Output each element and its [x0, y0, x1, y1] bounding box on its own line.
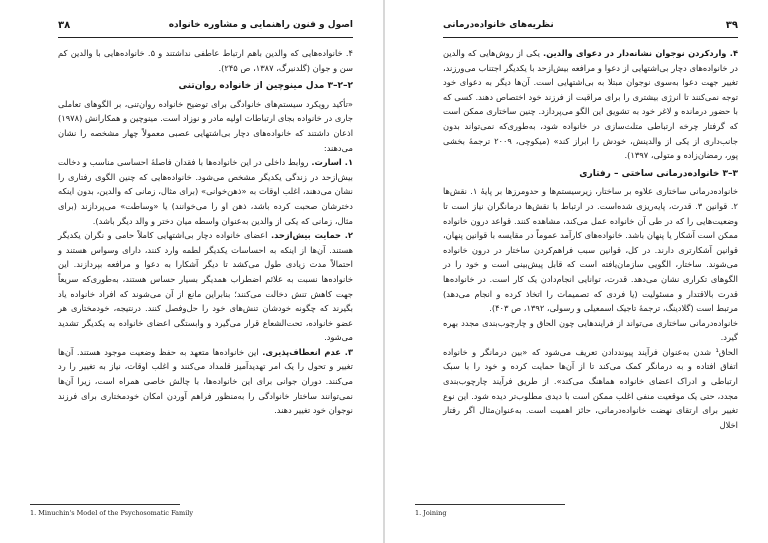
list-item-title: ۲. حمایت بیش‌ازحد. — [270, 230, 353, 241]
right-page — [385, 0, 768, 543]
left-page-body — [58, 46, 353, 418]
right-footnote-rule — [415, 504, 565, 505]
paragraph-joining: الحاق¹ شدن به‌عنوان فرآیند پیونددادن تعریف می‌شود که «بین درمانگر و خانواده اتفاق افتاده و به درمانگر کمک می‌کند تا از آن‌ها حمایت کرده و خود را با سبک ارتباطی و ادراک اعضای خانواده هماهنگ می‌کند». از طریق فرآیند چارچوب‌بندی مجدد، حتی یک موقعیت منفی اغلب ممکن است با دیدی مطلوب‌تر دیده شود. این نوع تغییر برای ارتقای نهضت خانواده‌درمانی، حائز اهمیت است. به‌عنوان‌مثال اگر رفتار اخلال — [443, 346, 738, 430]
paragraph-techniques: خانواده‌درمانی ساختاری می‌تواند از فرایندهایی چون الحاق و چارچوب‌بندی مجدد بهره گیرد. — [443, 317, 738, 343]
list-item-title: ۳. عدم انعطاف‌پذیری. — [262, 346, 353, 357]
list-item-rigidity — [58, 345, 353, 418]
list-item-text: اعضای خانواده دچار بی‌اشتهایی کاملاً حامی و نگران یکدیگر هستند. آن‌ها از اینکه به احساسات یکدیگر لطمه وارد کنند، دارای وسواس هستند و احتمالاً مدت زیادی طول می‌کشد تا دیگر آشکارا به دعوا و مرافعه بپردازند. این خانواده‌ها نسبت به علائم اضطراب همدیگر بسیار حساس هستند، به‌طوری‌که سریعاً جهت کاهش تنش دخالت می‌کنند؛ بنابراین مانع از آن می‌شوند که افراد خانواده یاد بگیرند که چگونه خودشان تنش‌های خود را حل‌وفصل کنند. درنتیجه، خودمختاری هر عضو خانواده، تحت‌الشعاع قرار می‌گیرد و وابستگی اعضای خانواده به یکدیگر تشدید می‌شود. — [58, 230, 353, 343]
list-item-text: یکی از روش‌هایی که والدین در خانواده‌های دچار بی‌اشتهایی از دعوا و مرافعه بیش‌ازحد با یکدیگر اجتناب می‌ورزند، تغییر جهت دعوا به‌سوی نوجوان مبتلا به بی‌اشتهایی است. آن‌ها دیگر به دعوای خود توجه نمی‌کنند تا انرژی بیشتری را برای مراقبت از فرزند خود اختصاص دهند. کسی که با حضور درمانده و لاغر خود به تشویق این الگو می‌پردازد. چنین ساختاری ممکن است که گرفتار چرخه ارتباطی متلث‌سازی در خانواده شود، به‌طوری‌که نمی‌تواند بدون جانب‌داری از یکی از والدینش، خودش را ابراز کند» (میکوچی، ۲۰۰۹ ترجمهٔ بخشی پور، رمضان‌زاده و متولی، ۱۳۹۷). — [443, 48, 738, 161]
left-page — [0, 0, 383, 543]
right-page-number: ۳۹ — [725, 20, 738, 31]
left-page-header — [58, 20, 353, 36]
list-item-title: ۱. اسارت. — [311, 157, 354, 168]
list-item-text: این خانواده‌ها متعهد به حفظ وضعیت موجود هستند. آن‌ها تغییر و تحول را یک امر تهدیدآمیز قلمداد می‌کنند و اغلب اوقات، نیاز به تغییر را رد می‌کنند. دوران جوانی برای این خانواده‌ها، با چالش خاصی همراه است، زیرا آن‌ها نمی‌توانند ساختار خانوادگی را به‌منظور فراهم آوردن امکان خودمختاری برای فرزند نوجوان خود تغییر دهند. — [58, 346, 353, 416]
list-item-title: ۴. واردکردن نوجوان نشانه‌دار در دعوای والدین. — [543, 48, 739, 58]
right-running-title: نظریه‌های خانواده‌درمانی — [443, 20, 554, 30]
right-page-body — [443, 46, 738, 432]
left-page-number: ۳۸ — [58, 20, 71, 31]
section-heading-structural: ۳–۳ خانواده‌درمانی ساختی – رفتاری — [579, 168, 738, 179]
left-running-title: اصول و فنون راهنمایی و مشاوره خانواده — [168, 20, 353, 30]
right-page-header — [443, 20, 738, 36]
right-footnote: 1. Joining — [415, 509, 447, 517]
list-item-text: روابط داخلی در این خانواده‌ها با فقدان فاصلهٔ احساسی مناسب و دخالت بیش‌ازحد در زندگی یکدیگر مشخص می‌شود. خانواده‌هایی که چنین الگوی رفتاری را نشان می‌دهند، اغلب اوقات به «ذهن‌خوانی» (برای مثال، زمانی که والدین، بدون اینکه دخترشان صحبت کرده باشد، ذهن او را می‌خوانند) یا «وساطت» می‌پردازند (برای مثال، زمانی که یکی از والدین به‌عنوان واسطه میان دختر و والد دیگر باشد). — [58, 157, 353, 226]
list-item-enmeshment — [58, 155, 353, 228]
list-item-overprotection — [58, 228, 353, 345]
intro-paragraph: ۴. خانواده‌هایی که والدین باهم ارتباط عاطفی نداشتند و ۵. خانواده‌هایی با والدین کم سن و جوان (گلدنبرگ، ۱۳۸۷، ص ۲۴۵). — [58, 48, 353, 73]
section-paragraph: «تأکید رویکرد سیستم‌های خانوادگی برای توضیح خانواده روان‌تنی، بر الگوهای تعاملی جاری در خانواده بجای ارتباطات اولیه مادر و نوزاد است. مینوچین و همکارانش (۱۹۷۸) اذعان داشتند که خانواده‌های دچار بی‌اشتهایی عصبی معمولاً چهار مشخصه را نشان می‌دهند: — [58, 98, 353, 153]
section-paragraph: خانواده‌درمانی ساختاری علاوه بر ساختار، زیرسیستم‌ها و حدومرزها بر پایهٔ ۱. نقش‌ها ۲. قوانین ۳. قدرت، پایه‌ریزی شده‌است. در ارتباط با نقش‌ها درمانگران نیاز است تا وضعیت‌هایی را که در طی آن خانواده عمل می‌کند، مشاهده کنند. قواعد درون خانواده ممکن است آشکار یا پنهان باشد. خانواده‌های کارآمد عموماً در مقایسه با قوانین پنهان، قوانین آشکارتری دارند. در کل، قوانین سبب فراهم‌کردن ساختار در درون خانواده می‌شوند. ساختار، الگویی سازمان‌یافته است که قابل پیش‌بینی است و خود را در الگوهای تکراری نشان می‌دهد. قدرت، توانایی انجام‌دادن یک کار است. در خانواده‌ها قدرت بالاقتدار و مسئولیت (یا فردی که تصمیمات را اتخاذ کرده و انجام می‌دهد) مرتبط است (گلادینگ، ترجمهٔ تاجیک اسمعیلی و رسولی، ۱۳۹۲، ص ۴۰۳). — [443, 186, 738, 314]
left-footnote: 1. Minuchin's Model of the Psychosomatic Family — [30, 509, 194, 517]
right-header-rule — [443, 37, 738, 38]
left-header-rule — [58, 37, 353, 38]
left-footnote-rule — [30, 504, 180, 505]
list-item-triangulation — [443, 46, 738, 163]
section-heading-minuchin: ۲–۲–۳ مدل مینوچین از خانواده روان‌تنی — [178, 81, 353, 92]
